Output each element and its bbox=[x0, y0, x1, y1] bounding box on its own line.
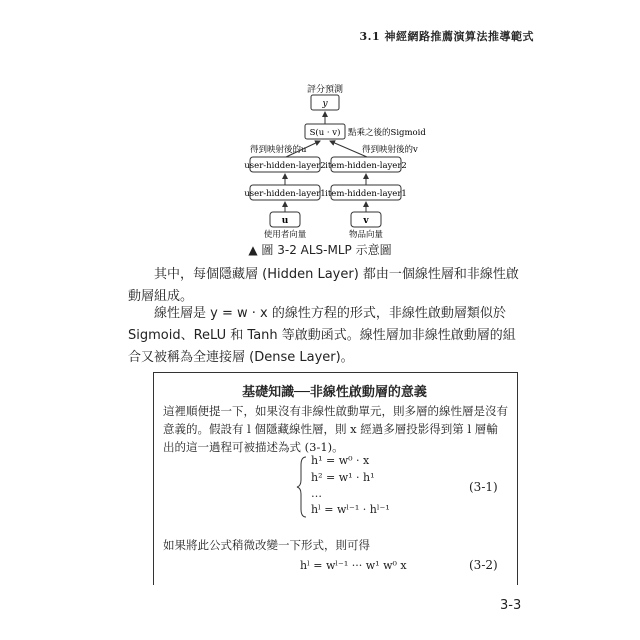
equation-3-1-line-4: hˡ = wˡ⁻¹ · hˡ⁻¹ bbox=[311, 503, 390, 516]
user-hidden-layer1-label: user-hidden-layer1 bbox=[244, 189, 326, 199]
running-header: 3.1 神經網路推薦演算法推導範式 bbox=[359, 30, 534, 43]
knowledge-box-title: 基礎知識──非線性啟動層的意義 bbox=[242, 385, 427, 400]
equation-3-2: hˡ = wˡ⁻¹ ··· w¹ w⁰ x bbox=[300, 559, 407, 572]
equation-3-1-number: (3-1) bbox=[469, 480, 498, 494]
user-hidden-layer2-label: user-hidden-layer2 bbox=[244, 161, 326, 171]
page-number: 3-3 bbox=[500, 598, 522, 613]
left-annotation: 得到映射後的u bbox=[250, 145, 307, 155]
rating-prediction-label: 評分預測 bbox=[306, 85, 344, 95]
sigmoid-annotation: 點乘之後的Sigmoid bbox=[348, 128, 426, 138]
equation-3-2-number: (3-2) bbox=[469, 558, 498, 572]
paragraph-linear-layer: 線性層是 y = w · x 的線性方程的形式，非線性啟動層類似於 Sigmoid、ReLU 和 Tanh 等啟動函式。線性層加非線性啟動層的組合又被稱為全連接層 (Dense Layer)。 bbox=[128, 306, 516, 365]
user-vector-label: 使用者向量 bbox=[263, 230, 307, 240]
item-hidden-layer1-label: item-hidden-layer1 bbox=[325, 189, 407, 199]
figure-caption: ▲ 圖 3-2 ALS-MLP 示意圖 bbox=[248, 243, 392, 257]
right-annotation: 得到映射後的v bbox=[362, 145, 418, 155]
u-node-label: u bbox=[281, 216, 289, 226]
y-node-label: y bbox=[322, 99, 328, 109]
knowledge-box-text-2: 如果將此公式稍微改變一下形式，則可得 bbox=[163, 538, 370, 552]
v-node-label: v bbox=[363, 216, 369, 226]
equation-3-1-line-2: h² = w¹ · h¹ bbox=[311, 471, 375, 484]
item-vector-label: 物品向量 bbox=[348, 230, 384, 240]
paragraph-hidden-layer: 其中，每個隱藏層 (Hidden Layer) 都由一個線性層和非線性啟動層組成。 bbox=[128, 267, 519, 304]
equation-3-1-line-3: … bbox=[311, 487, 322, 500]
item-hidden-layer2-label: item-hidden-layer2 bbox=[325, 161, 407, 171]
sigmoid-node-label: S(u · v) bbox=[309, 128, 341, 138]
knowledge-box-text-1: 這裡順便提一下，如果沒有非線性啟動單元，則多層的線性層是沒有意義的。假設有 l 個隱藏線性層，則 x 經過多層投影得到第 l 層輸出的這一過程可被描述為式 (3-1)。 bbox=[163, 404, 508, 454]
equation-3-1-line-1: h¹ = w⁰ · x bbox=[311, 454, 370, 467]
